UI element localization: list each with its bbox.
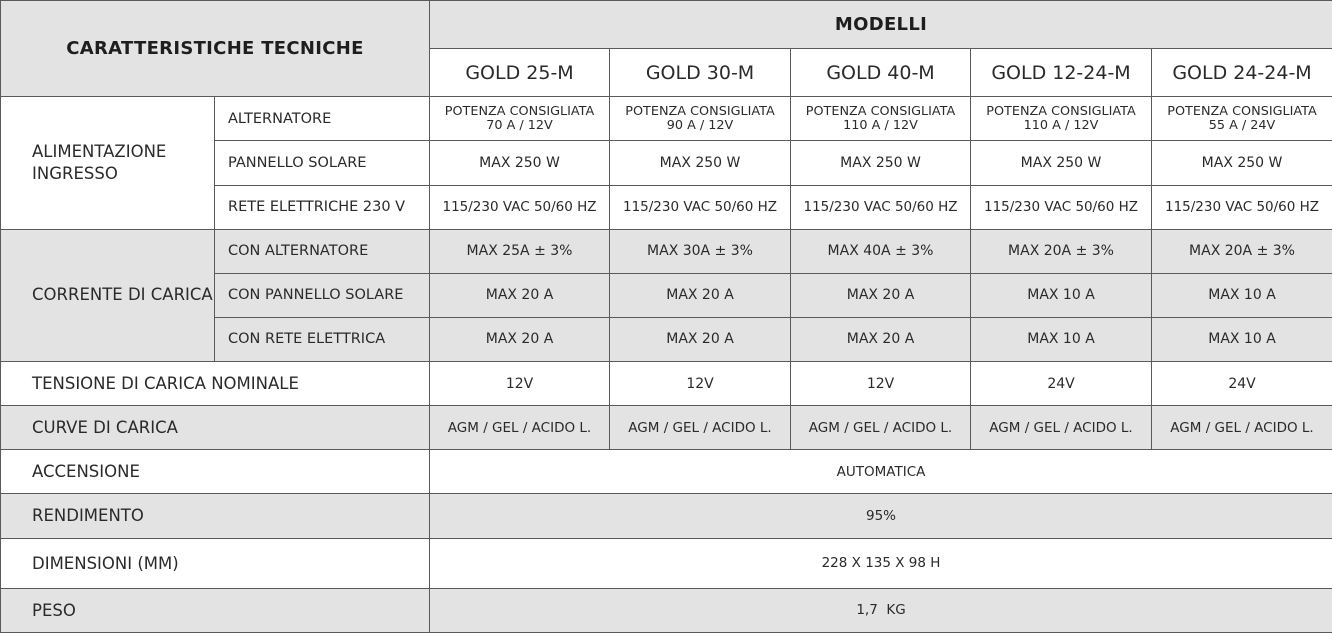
value-cell: POTENZA CONSIGLIATA 70 A / 12V <box>430 97 610 141</box>
row-label-pannello-solare: PANNELLO SOLARE <box>215 141 430 185</box>
model-header: GOLD 24-24-M <box>1152 49 1332 97</box>
row-label-rendimento: RENDIMENTO <box>1 494 430 538</box>
row-label-con-pannello: CON PANNELLO SOLARE <box>215 273 430 317</box>
value-cell: 115/230 VAC 50/60 HZ <box>1152 185 1332 229</box>
value-cell: MAX 10 A <box>971 317 1152 361</box>
value-cell: MAX 10 A <box>1152 273 1332 317</box>
group-label-corrente: CORRENTE DI CARICA <box>1 229 215 361</box>
value-cell: MAX 10 A <box>1152 317 1332 361</box>
value-cell: 12V <box>430 362 610 406</box>
value-cell: 115/230 VAC 50/60 HZ <box>791 185 971 229</box>
model-header: GOLD 25-M <box>430 49 610 97</box>
value-cell: 115/230 VAC 50/60 HZ <box>971 185 1152 229</box>
value-cell: 115/230 VAC 50/60 HZ <box>610 185 791 229</box>
row-label-rete-elettriche: RETE ELETTRICHE 230 V <box>215 185 430 229</box>
value-cell: MAX 10 A <box>971 273 1152 317</box>
value-cell: MAX 250 W <box>971 141 1152 185</box>
row-label-con-alternatore: CON ALTERNATORE <box>215 229 430 273</box>
value-cell: 12V <box>791 362 971 406</box>
value-cell: 24V <box>971 362 1152 406</box>
value-cell: MAX 20 A <box>791 317 971 361</box>
value-cell: MAX 20 A <box>791 273 971 317</box>
value-cell: MAX 40A ± 3% <box>791 229 971 273</box>
value-cell-peso: 1,7 KG <box>430 588 1332 632</box>
value-cell: MAX 250 W <box>430 141 610 185</box>
model-header: GOLD 12-24-M <box>971 49 1152 97</box>
models-title: MODELLI <box>430 1 1332 49</box>
value-cell: 12V <box>610 362 791 406</box>
value-cell: MAX 20 A <box>610 317 791 361</box>
row-label-alternatore: ALTERNATORE <box>215 97 430 141</box>
value-cell: AGM / GEL / ACIDO L. <box>1152 406 1332 450</box>
value-cell: AGM / GEL / ACIDO L. <box>791 406 971 450</box>
row-label-accensione: ACCENSIONE <box>1 450 430 494</box>
value-cell: MAX 25A ± 3% <box>430 229 610 273</box>
value-cell: AGM / GEL / ACIDO L. <box>430 406 610 450</box>
value-cell: AGM / GEL / ACIDO L. <box>971 406 1152 450</box>
row-label-con-rete: CON RETE ELETTRICA <box>215 317 430 361</box>
group-label-alimentazione: ALIMENTAZIONE INGRESSO <box>1 97 215 229</box>
model-header: GOLD 40-M <box>791 49 971 97</box>
value-cell: MAX 20 A <box>430 273 610 317</box>
value-cell-accensione: AUTOMATICA <box>430 450 1332 494</box>
value-cell: 115/230 VAC 50/60 HZ <box>430 185 610 229</box>
value-cell: MAX 250 W <box>1152 141 1332 185</box>
row-label-curve: CURVE DI CARICA <box>1 406 430 450</box>
value-cell: MAX 250 W <box>791 141 971 185</box>
value-cell: POTENZA CONSIGLIATA 110 A / 12V <box>971 97 1152 141</box>
value-cell: POTENZA CONSIGLIATA 110 A / 12V <box>791 97 971 141</box>
table-title: CARATTERISTICHE TECNICHE <box>1 1 430 97</box>
value-cell: POTENZA CONSIGLIATA 90 A / 12V <box>610 97 791 141</box>
value-cell: MAX 20A ± 3% <box>971 229 1152 273</box>
row-label-tensione: TENSIONE DI CARICA NOMINALE <box>1 362 430 406</box>
value-cell: MAX 30A ± 3% <box>610 229 791 273</box>
model-header: GOLD 30-M <box>610 49 791 97</box>
row-label-peso: PESO <box>1 588 430 632</box>
value-cell-rendimento: 95% <box>430 494 1332 538</box>
value-cell: MAX 250 W <box>610 141 791 185</box>
row-label-dimensioni: DIMENSIONI (MM) <box>1 538 430 588</box>
value-cell-dimensioni: 228 X 135 X 98 H <box>430 538 1332 588</box>
value-cell: MAX 20 A <box>610 273 791 317</box>
value-cell: MAX 20A ± 3% <box>1152 229 1332 273</box>
value-cell: AGM / GEL / ACIDO L. <box>610 406 791 450</box>
value-cell: MAX 20 A <box>430 317 610 361</box>
value-cell: 24V <box>1152 362 1332 406</box>
value-cell: POTENZA CONSIGLIATA 55 A / 24V <box>1152 97 1332 141</box>
